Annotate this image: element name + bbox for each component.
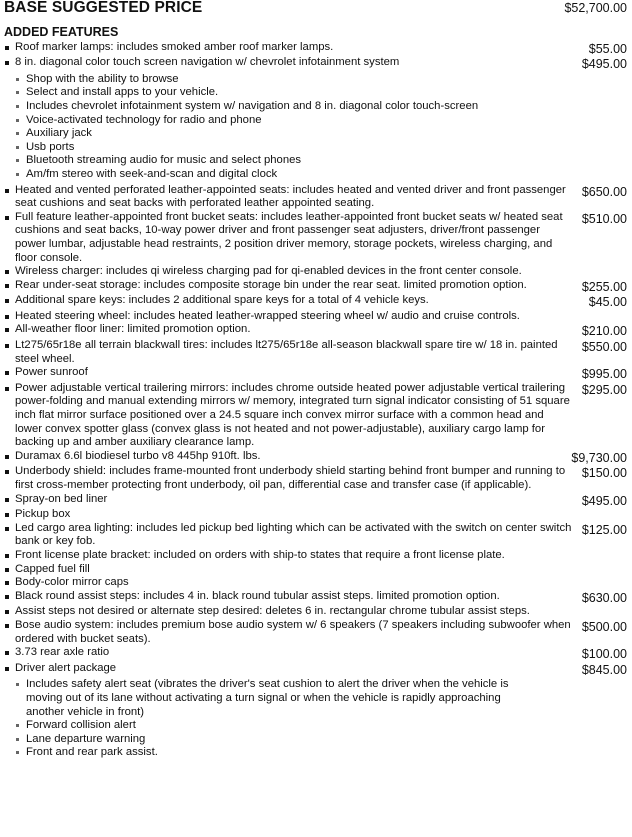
feature-sub-item <box>4 168 630 182</box>
feature-item <box>4 279 630 295</box>
feature-price: $630.00 <box>581 590 627 605</box>
feature-text: Full feature leather-appointed front bucket seats: includes leather-appointed front bucket seats w/ heated seat cushions and seat backs, 10-way power driver and front passenger seat adjusters, driver/front passenger power lumbar, adjustable head restraints, 2 position driver memory, storage pockets, wireless charging, and floor console. <box>15 210 563 264</box>
feature-item <box>4 366 630 382</box>
bullet-icon <box>4 522 15 536</box>
bullet-icon <box>4 450 15 464</box>
base-price-value: $52,700.00 <box>564 1 627 15</box>
feature-item <box>4 323 630 339</box>
feature-text: Underbody shield: includes frame-mounted front underbody shield starting behind front bumper and running to first cross-member protecting front underbody, oil pan, differential case and transfer case (if applicable). <box>15 465 566 491</box>
feature-price: $100.00 <box>581 647 627 662</box>
bullet-icon <box>4 294 15 308</box>
feature-price: $495.00 <box>581 57 627 72</box>
bullet-icon <box>4 310 15 324</box>
feature-price <box>627 310 630 312</box>
bullet-icon <box>4 382 15 396</box>
feature-item <box>4 450 630 466</box>
sub-bullet-icon <box>15 73 26 87</box>
feature-item <box>4 590 630 606</box>
feature-text: Driver alert package <box>15 661 117 674</box>
feature-sub-item <box>4 678 630 719</box>
feature-sub-item <box>4 73 630 87</box>
feature-sub-item <box>4 127 630 141</box>
bullet-icon <box>4 265 15 279</box>
base-price-row <box>4 1 630 20</box>
feature-price <box>627 265 630 267</box>
feature-text: 3.73 rear axle ratio <box>15 646 110 659</box>
feature-text: Lt275/65r18e all terrain blackwall tires: includes lt275/65r18e all-season blackwall spare tire w/ 18 in. painted steel wheel. <box>15 339 558 365</box>
feature-price <box>627 576 630 578</box>
feature-sub-item <box>4 746 630 760</box>
bullet-icon <box>4 56 15 70</box>
feature-price: $995.00 <box>581 367 627 382</box>
feature-text: Power adjustable vertical trailering mirrors: includes chrome outside heated power adjustable vertical trailering power-folding and manual extending mirrors w/ memory, integrated turn signal indicator consisting of 51 square inch flat mirror surface positioned over a 24.5 square inch convex mirror surface with a common head and lower convex spotter glass (convex glass is not heated and not power-adjustable), auxiliary cargo lamp for backing up and amber auxiliary clearance lamp. <box>15 381 570 449</box>
feature-price: $495.00 <box>581 493 627 508</box>
sub-bullet-icon <box>15 100 26 114</box>
feature-item <box>4 549 630 563</box>
feature-item <box>4 508 630 522</box>
section-title: ADDED FEATURES <box>4 25 119 39</box>
bullet-icon <box>4 41 15 55</box>
feature-sub-item <box>4 154 630 168</box>
sub-bullet-icon <box>15 114 26 128</box>
feature-text: Led cargo area lighting: includes led pickup bed lighting which can be activated with the switch on center switch bank or key fob. <box>15 521 572 548</box>
bullet-icon <box>4 493 15 507</box>
feature-sub-item <box>4 733 630 747</box>
feature-text: Power sunroof <box>15 366 88 379</box>
bullet-icon <box>4 211 15 225</box>
feature-price: $45.00 <box>588 295 627 310</box>
feature-text: All-weather floor liner: limited promotion option. <box>15 323 251 336</box>
feature-item <box>4 563 630 577</box>
feature-item <box>4 56 630 72</box>
feature-sub-text: Front and rear park assist. <box>26 746 158 759</box>
feature-item <box>4 41 630 57</box>
feature-price: $650.00 <box>581 184 627 199</box>
feature-sub-text: Lane departure warning <box>26 732 146 745</box>
bullet-icon <box>4 279 15 293</box>
feature-price <box>627 563 630 565</box>
feature-item <box>4 646 630 662</box>
feature-price <box>627 605 630 607</box>
feature-sub-text: Bluetooth streaming audio for music and select phones <box>26 154 302 167</box>
price-sheet <box>0 1 632 760</box>
sub-bullet-icon <box>15 746 26 760</box>
feature-sub-text: Shop with the ability to browse <box>26 72 179 85</box>
base-price-title: BASE SUGGESTED PRICE <box>4 0 203 16</box>
feature-sub-list <box>4 73 630 182</box>
feature-text: Wireless charger: includes qi wireless charging pad for qi-enabled devices in the front center console. <box>15 265 522 278</box>
feature-sub-item <box>4 100 630 114</box>
feature-price: $500.00 <box>581 619 627 634</box>
feature-item <box>4 294 630 310</box>
feature-item <box>4 310 630 324</box>
feature-price <box>627 549 630 551</box>
feature-item <box>4 265 630 279</box>
feature-sub-item <box>4 86 630 100</box>
feature-text: Bose audio system: includes premium bose audio system w/ 6 speakers (7 speakers including subwoofer when ordered with bucket seats). <box>15 618 571 645</box>
sub-bullet-icon <box>15 154 26 168</box>
sub-bullet-icon <box>15 86 26 100</box>
feature-price: $9,730.00 <box>571 450 627 465</box>
feature-price: $210.00 <box>581 324 627 339</box>
feature-sub-item <box>4 719 630 733</box>
bullet-icon <box>4 184 15 198</box>
feature-sub-text: Usb ports <box>26 140 75 153</box>
feature-item <box>4 605 630 619</box>
bullet-icon <box>4 323 15 337</box>
feature-text: Front license plate bracket: included on orders with ship-to states that require a front license plate. <box>15 548 505 561</box>
feature-sub-text: Forward collision alert <box>26 719 136 732</box>
feature-text: Black round assist steps: includes 4 in. black round tubular assist steps. limited promotion option. <box>15 589 500 602</box>
feature-sub-list <box>4 678 630 760</box>
feature-item <box>4 184 630 211</box>
feature-text: Heated steering wheel: includes heated leather-wrapped steering wheel w/ audio and cruise controls. <box>15 309 520 322</box>
feature-item <box>4 382 630 450</box>
sub-bullet-icon <box>15 168 26 182</box>
feature-price: $845.00 <box>581 662 627 677</box>
feature-sub-text: Voice-activated technology for radio and phone <box>26 113 262 126</box>
bullet-icon <box>4 619 15 633</box>
bullet-icon <box>4 662 15 676</box>
bullet-icon <box>4 465 15 479</box>
feature-text: Pickup box <box>15 508 71 521</box>
feature-price: $295.00 <box>581 382 627 397</box>
feature-text: Roof marker lamps: includes smoked amber roof marker lamps. <box>15 40 334 53</box>
feature-item <box>4 339 630 366</box>
feature-item <box>4 465 630 492</box>
bullet-icon <box>4 549 15 563</box>
bullet-icon <box>4 646 15 660</box>
feature-text: Body-color mirror caps <box>15 576 129 589</box>
feature-text: 8 in. diagonal color touch screen navigation w/ chevrolet infotainment system <box>15 56 400 69</box>
feature-price: $125.00 <box>581 522 627 537</box>
feature-text: Assist steps not desired or alternate step desired: deletes 6 in. rectangular chrome tubular assist steps. <box>15 605 530 618</box>
feature-price: $255.00 <box>581 279 627 294</box>
feature-item <box>4 493 630 509</box>
bullet-icon <box>4 605 15 619</box>
feature-sub-text: Includes chevrolet infotainment system w/ navigation and 8 in. diagonal color touch-screen <box>26 99 479 112</box>
feature-text: Additional spare keys: includes 2 additional spare keys for a total of 4 vehicle keys. <box>15 294 429 307</box>
bullet-icon <box>4 339 15 353</box>
feature-item <box>4 662 630 678</box>
bullet-icon <box>4 590 15 604</box>
feature-sub-item <box>4 141 630 155</box>
feature-item <box>4 576 630 590</box>
sub-bullet-icon <box>15 719 26 733</box>
feature-text: Capped fuel fill <box>15 562 90 575</box>
feature-sub-text: Includes safety alert seat (vibrates the driver's seat cushion to alert the driver when the vehicle is moving out of its lane without activating a turn signal or when the vehicle is rapidly approaching another vehicle in front) <box>26 678 509 718</box>
feature-price: $550.00 <box>581 340 627 355</box>
feature-price <box>627 508 630 510</box>
sub-bullet-icon <box>15 733 26 747</box>
feature-text: Spray-on bed liner <box>15 492 108 505</box>
feature-item <box>4 522 630 549</box>
bullet-icon <box>4 366 15 380</box>
sub-bullet-icon <box>15 141 26 155</box>
bullet-icon <box>4 576 15 590</box>
feature-list <box>4 41 630 760</box>
sub-bullet-icon <box>15 678 26 692</box>
feature-sub-item <box>4 114 630 128</box>
feature-item <box>4 619 630 646</box>
feature-price: $510.00 <box>581 211 627 226</box>
bullet-icon <box>4 563 15 577</box>
feature-sub-text: Am/fm stereo with seek-and-scan and digital clock <box>26 167 278 180</box>
feature-item <box>4 211 630 265</box>
feature-sub-text: Select and install apps to your vehicle. <box>26 86 219 99</box>
sub-bullet-icon <box>15 127 26 141</box>
feature-price: $55.00 <box>588 41 627 56</box>
feature-text: Rear under-seat storage: includes composite storage bin under the rear seat. limited promotion option. <box>15 278 527 291</box>
feature-sub-text: Auxiliary jack <box>26 127 92 140</box>
feature-text: Heated and vented perforated leather-appointed seats: includes heated and vented driver and front passenger seat cushions and seat backs with perforated leather appointed seating. <box>15 183 566 210</box>
feature-text: Duramax 6.6l biodiesel turbo v8 445hp 910ft. lbs. <box>15 449 261 462</box>
bullet-icon <box>4 508 15 522</box>
feature-price: $150.00 <box>581 466 627 481</box>
